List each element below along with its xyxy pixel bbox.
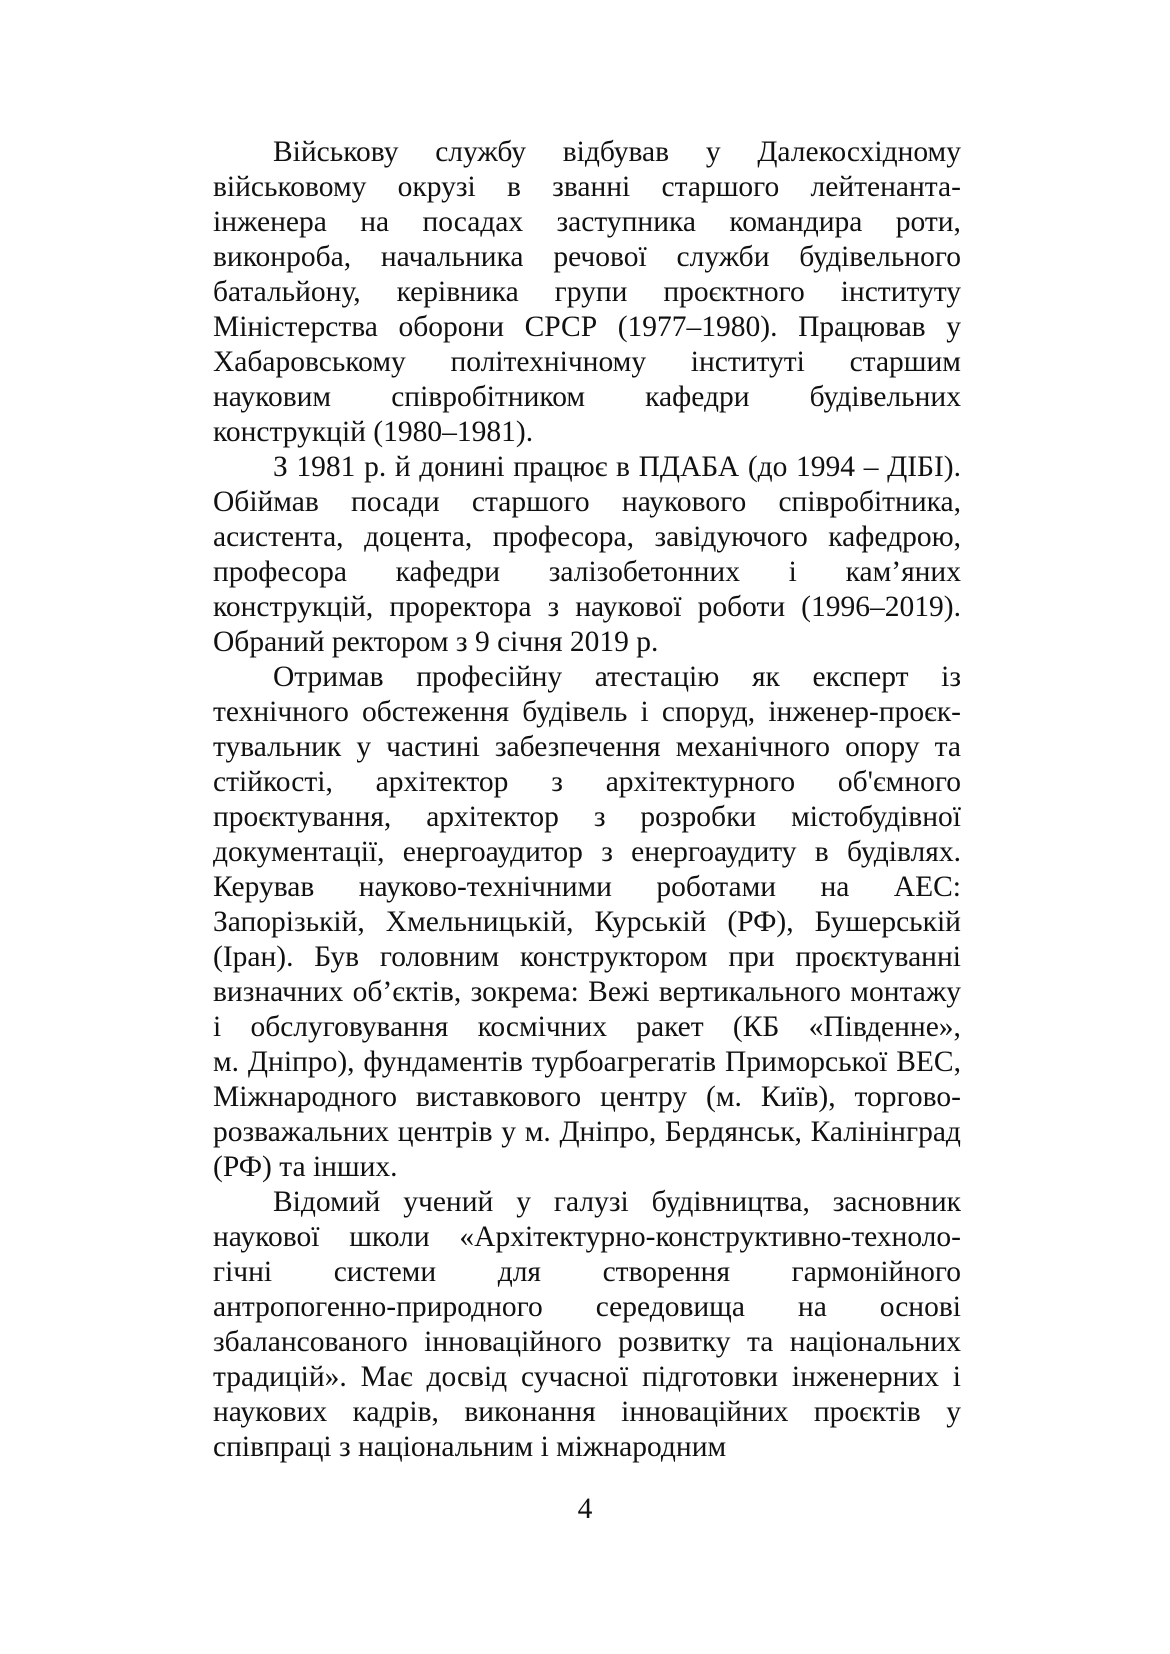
word: групи — [554, 276, 628, 308]
word: головним — [379, 941, 500, 973]
word: в — [616, 451, 630, 483]
word: командира — [729, 206, 863, 238]
word: технічного — [213, 696, 349, 728]
word: батальйону, — [213, 276, 361, 308]
word: конструкцій, — [213, 591, 374, 623]
word: гічні — [213, 1256, 273, 1288]
text-line — [213, 730, 961, 765]
text-line — [213, 1290, 961, 1325]
word: на — [797, 1291, 827, 1323]
text-line — [213, 450, 961, 485]
word: 1981 — [296, 451, 356, 483]
word: антропогенно-природного — [213, 1291, 543, 1323]
word: на — [820, 871, 850, 903]
paragraph — [213, 1185, 961, 1465]
word: з — [547, 591, 560, 623]
word: системи — [333, 1256, 437, 1288]
text-line — [213, 870, 961, 905]
word: тувальник — [213, 731, 342, 763]
word: Військову — [273, 136, 399, 168]
word: Київ), — [760, 1081, 836, 1113]
word: науково-технічними — [358, 871, 612, 903]
word: досвід — [426, 1361, 508, 1393]
word: (РФ), — [727, 906, 794, 938]
word: лейтенанта- — [810, 171, 961, 203]
word: ракет — [636, 1011, 704, 1043]
word: енергоаудиту — [631, 836, 797, 868]
text-line: (РФ) та інших. — [213, 1151, 398, 1183]
word: будівництва, — [651, 1186, 810, 1218]
word: в — [506, 171, 521, 203]
word: Бердянськ, — [664, 1116, 802, 1148]
word: та — [934, 731, 961, 763]
word: у — [946, 1396, 961, 1428]
word: експерт — [812, 661, 909, 693]
word: створення — [602, 1256, 731, 1288]
word: наукових — [213, 1396, 328, 1428]
word: архітектор — [375, 766, 509, 798]
word: споруд, — [661, 696, 756, 728]
word: на — [360, 206, 390, 238]
word: начальника — [380, 241, 524, 273]
word: галузі — [553, 1186, 629, 1218]
paragraph — [213, 660, 961, 1185]
word: служби — [676, 241, 770, 273]
word: (м. — [706, 1081, 742, 1113]
word: проректора — [389, 591, 532, 623]
word: конструктором — [519, 941, 708, 973]
word: Хмельницькій, — [385, 906, 574, 938]
word: і — [640, 696, 649, 728]
word: виставкового — [415, 1081, 582, 1113]
text-line — [213, 905, 961, 940]
word: керівника — [396, 276, 519, 308]
word: З — [273, 451, 288, 483]
word: з — [601, 836, 613, 868]
word: Має — [360, 1361, 413, 1393]
word: доцента, — [364, 521, 473, 553]
word: Далекосхідному — [757, 136, 961, 168]
word: космічних — [477, 1011, 607, 1043]
word: традицій». — [213, 1361, 347, 1393]
paragraph — [213, 135, 961, 450]
word: інституті — [690, 346, 805, 378]
word: (Іран). — [213, 941, 294, 973]
word: у — [705, 136, 721, 168]
text-line — [213, 135, 961, 170]
word: Дніпро), — [247, 1046, 355, 1078]
word: при — [728, 941, 775, 973]
word: оборони — [398, 311, 505, 343]
text-line — [213, 1115, 961, 1150]
word: як — [751, 661, 780, 693]
word: основі — [879, 1291, 961, 1323]
word: АЕС: — [893, 871, 961, 903]
word: наукової — [575, 591, 682, 623]
text-line — [213, 660, 961, 695]
word: Курській — [594, 906, 707, 938]
word: Бушерській — [814, 906, 961, 938]
word: Керував — [213, 871, 315, 903]
word: виконроба, — [213, 241, 352, 273]
word: з — [593, 801, 606, 833]
text-line — [213, 1360, 961, 1395]
word: м. — [213, 1046, 240, 1078]
word: середовища — [595, 1291, 745, 1323]
word: Запорізькій, — [213, 906, 365, 938]
word: Приморської — [724, 1046, 888, 1078]
word: кафедри — [645, 381, 750, 413]
word: підготовки — [642, 1361, 779, 1393]
word: у — [501, 1116, 516, 1148]
word: СРСР — [524, 311, 598, 343]
word: будівель — [522, 696, 628, 728]
text-line — [213, 1325, 961, 1360]
text-line — [213, 765, 961, 800]
word: інженер-проєк- — [768, 696, 961, 728]
word: документації, — [213, 836, 385, 868]
word: ВЕС, — [896, 1046, 961, 1078]
word: Дніпро, — [559, 1116, 657, 1148]
word: й — [394, 451, 411, 483]
word: у — [356, 731, 372, 763]
word: кафедри — [395, 556, 500, 588]
word: національних — [789, 1326, 961, 1358]
word: Відомий — [273, 1186, 381, 1218]
word: старшого — [661, 171, 780, 203]
word: із — [941, 661, 961, 693]
word: у — [516, 1186, 531, 1218]
word: (КБ — [732, 1011, 780, 1043]
word: Був — [314, 941, 360, 973]
word: торгово- — [854, 1081, 961, 1113]
word: старшого — [471, 486, 590, 518]
text-line — [213, 800, 961, 835]
text-line: співпраці з національним і міжнародним — [213, 1431, 727, 1463]
word: Міжнародного — [213, 1081, 398, 1113]
text-line: Обраний ректором з 9 січня 2019 р. — [213, 626, 659, 658]
text-line — [213, 1395, 961, 1430]
word: Хабаровському — [213, 346, 406, 378]
word: званні — [552, 171, 631, 203]
text-line — [213, 205, 961, 240]
word: проєктів — [813, 1396, 921, 1428]
word: (1996–2019). — [801, 591, 961, 623]
text-line — [213, 275, 961, 310]
word: посадах — [422, 206, 524, 238]
word: стійкості, — [213, 766, 333, 798]
word: працює — [513, 451, 608, 483]
word: будівельних — [809, 381, 961, 413]
word: (1977–1980). — [617, 311, 778, 343]
word: інноваційних — [621, 1396, 789, 1428]
word: та — [746, 1326, 774, 1358]
word: посади — [351, 486, 440, 518]
word: зокрема: — [470, 976, 579, 1008]
text-line — [213, 310, 961, 345]
word: школи — [349, 1221, 430, 1253]
word: кам’яних — [845, 556, 961, 588]
text-line — [213, 240, 961, 275]
word: центрів — [397, 1116, 493, 1148]
word: монтажу — [850, 976, 961, 1008]
word: механічного — [675, 731, 830, 763]
word: розвитку — [618, 1326, 731, 1358]
word: містобудівної — [791, 801, 961, 833]
word: забезпечення — [494, 731, 661, 763]
word: (до — [747, 451, 788, 483]
text-line — [213, 1045, 961, 1080]
word: співробітником — [391, 381, 586, 413]
word: будівельного — [799, 241, 961, 273]
word: співробітника, — [778, 486, 961, 518]
word: заступника — [556, 206, 696, 238]
word: архітектурного — [605, 766, 796, 798]
word: збалансованого — [213, 1326, 408, 1358]
word: сучасної — [521, 1361, 629, 1393]
text-line: конструкцій (1980–1981). — [213, 416, 534, 448]
word: проєктуванні — [795, 941, 961, 973]
word: об'ємного — [837, 766, 961, 798]
word: в — [814, 836, 829, 868]
word: старшим — [849, 346, 961, 378]
word: окрузі — [397, 171, 476, 203]
word: політехнічному — [450, 346, 647, 378]
word: засновник — [832, 1186, 961, 1218]
word: речової — [553, 241, 647, 273]
text-line — [213, 1080, 961, 1115]
word: кадрів, — [352, 1396, 439, 1428]
paragraph — [213, 450, 961, 660]
word: Міністерства — [213, 311, 378, 343]
word: завідуючого — [654, 521, 808, 553]
word: інноваційного — [424, 1326, 602, 1358]
word: центру — [600, 1081, 688, 1113]
word: учений — [403, 1186, 494, 1218]
word: відбував — [562, 136, 670, 168]
word: «Архітектурно-конструктивно-техноло- — [459, 1221, 961, 1253]
text-line — [213, 590, 961, 625]
text-line — [213, 835, 961, 870]
text-line — [213, 1220, 961, 1255]
word: гармонійного — [791, 1256, 961, 1288]
word: і — [788, 556, 797, 588]
word: проєктування, — [213, 801, 392, 833]
word: військовому — [213, 171, 367, 203]
word: «Південне», — [808, 1011, 961, 1043]
text-line — [213, 1185, 961, 1220]
word: і — [213, 1011, 222, 1043]
word: Обіймав — [213, 486, 319, 518]
word: у — [946, 311, 961, 343]
word: розважальних — [213, 1116, 390, 1148]
word: Калінінград — [810, 1116, 961, 1148]
body-text — [213, 135, 961, 1465]
word: залізобетонних — [548, 556, 740, 588]
word: 1994 — [796, 451, 856, 483]
word: науковим — [213, 381, 332, 413]
text-line — [213, 520, 961, 555]
word: асистента, — [213, 521, 344, 553]
word: для — [497, 1256, 542, 1288]
word: вертикального — [658, 976, 841, 1008]
text-line — [213, 345, 961, 380]
word: виконання — [464, 1396, 596, 1428]
word: обстеження — [362, 696, 510, 728]
word: роботи — [697, 591, 786, 623]
word: р. — [364, 451, 387, 483]
word: ПДАБА — [638, 451, 740, 483]
word: інституту — [840, 276, 961, 308]
text-line — [213, 555, 961, 590]
text-line — [213, 170, 961, 205]
word: професора — [213, 556, 347, 588]
word: Працював — [798, 311, 926, 343]
word: наукового — [621, 486, 747, 518]
word: опору — [845, 731, 920, 763]
word: турбоагрегатів — [531, 1046, 717, 1078]
word: архітектор — [426, 801, 559, 833]
word: ДІБІ). — [887, 451, 961, 483]
word: атестацію — [594, 661, 720, 693]
word: роти, — [895, 206, 961, 238]
text-line — [213, 940, 961, 975]
word: професійну — [416, 661, 563, 693]
word: м. — [524, 1116, 551, 1148]
word: кафедрою, — [828, 521, 961, 553]
word: об’єктів, — [352, 976, 462, 1008]
word: – — [863, 451, 879, 483]
text-line — [213, 1010, 961, 1045]
word: частині — [386, 731, 480, 763]
word: інженера — [213, 206, 327, 238]
word: будівлях. — [847, 836, 961, 868]
word: службу — [435, 136, 527, 168]
text-line — [213, 1255, 961, 1290]
word: обслуговування — [250, 1011, 449, 1043]
text-line — [213, 695, 961, 730]
word: Отримав — [273, 661, 384, 693]
text-line — [213, 975, 961, 1010]
page-number: 4 — [577, 1493, 593, 1525]
word: інженерних — [791, 1361, 939, 1393]
text-line — [213, 380, 961, 415]
word: і — [952, 1361, 961, 1393]
word: Вежі — [588, 976, 650, 1008]
word: проєктного — [663, 276, 805, 308]
word: донині — [419, 451, 505, 483]
text-line — [213, 485, 961, 520]
word: з — [551, 766, 563, 798]
word: роботами — [656, 871, 777, 903]
word: розробки — [640, 801, 757, 833]
word: професора, — [492, 521, 635, 553]
word: фундаментів — [363, 1046, 523, 1078]
word: наукової — [213, 1221, 320, 1253]
word: енергоаудитор — [402, 836, 583, 868]
word: визначних — [213, 976, 344, 1008]
